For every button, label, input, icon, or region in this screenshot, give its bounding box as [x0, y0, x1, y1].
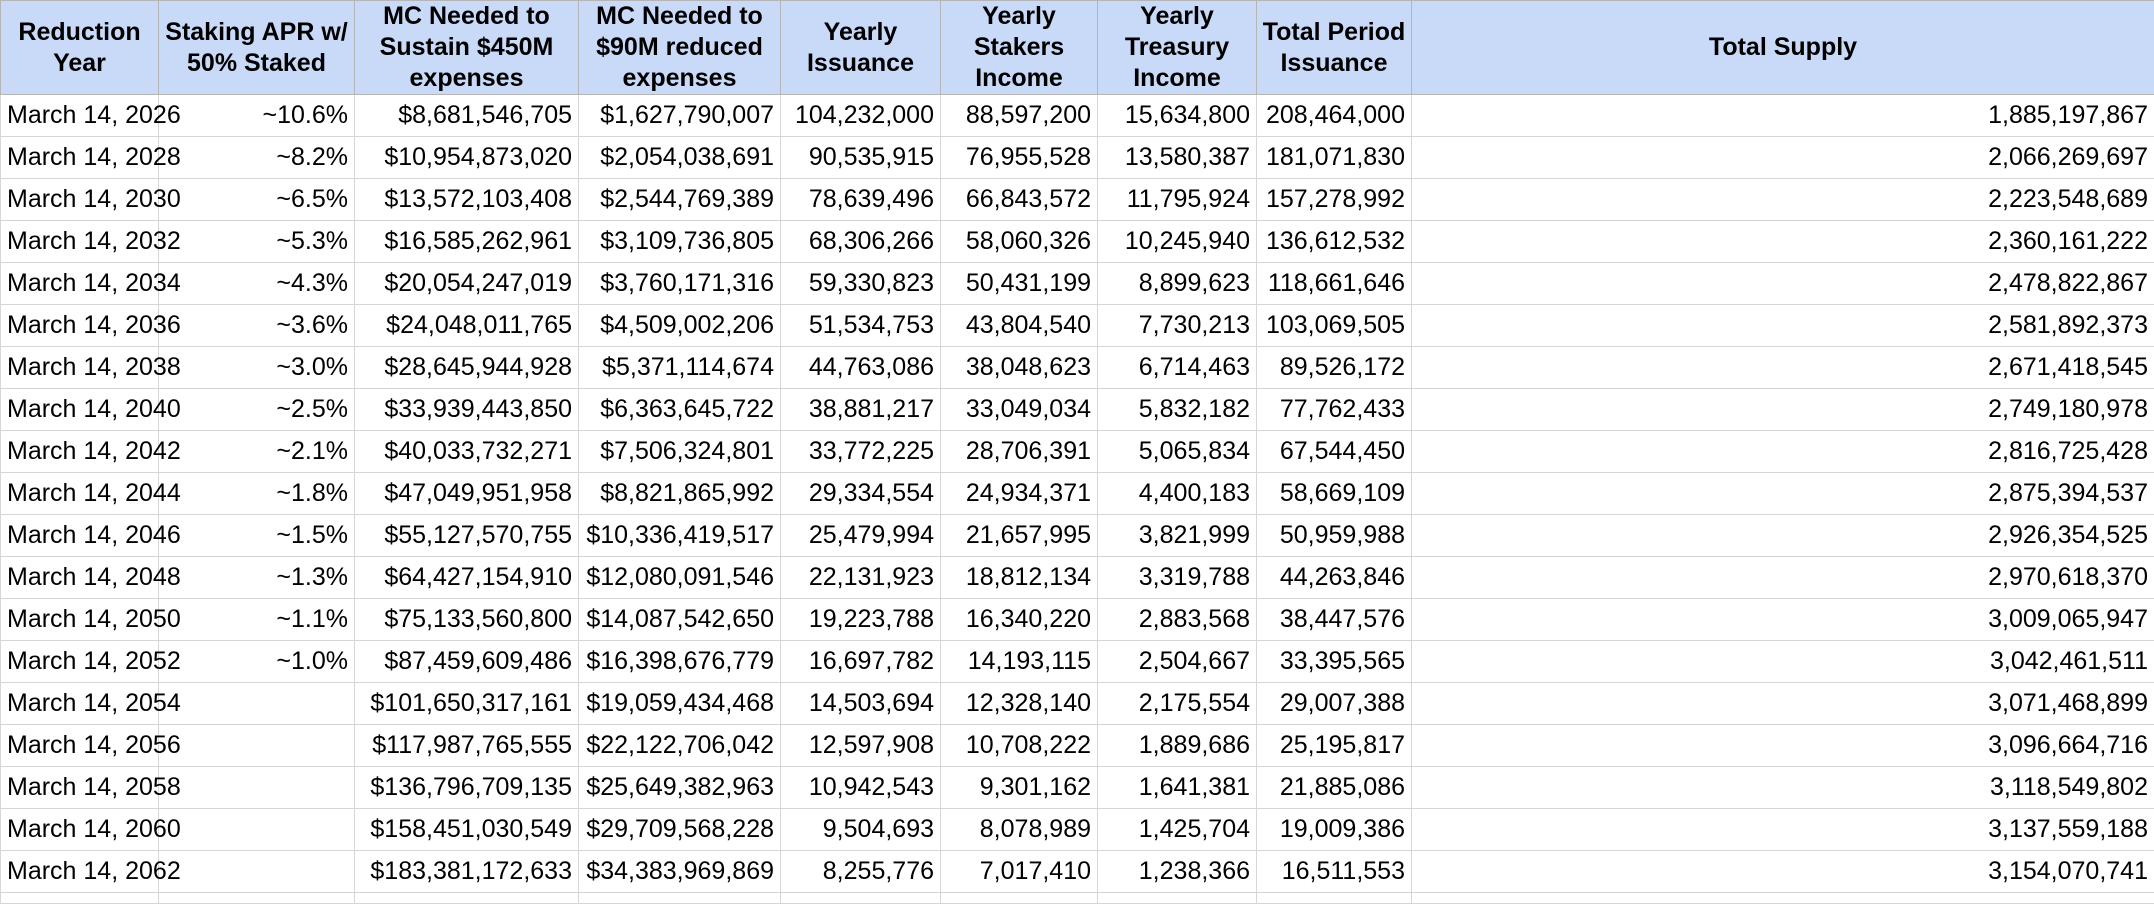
- mc-450m-cell[interactable]: $28,645,944,928: [355, 347, 579, 389]
- yearly-treasury-income-cell[interactable]: 3,821,999: [1098, 515, 1257, 557]
- total-period-issuance-cell[interactable]: 118,661,646: [1257, 263, 1412, 305]
- yearly-stakers-income-cell[interactable]: 28,706,391: [941, 431, 1098, 473]
- mc-90m-cell[interactable]: $3,109,736,805: [579, 221, 781, 263]
- mc-450m-cell[interactable]: $47,049,951,958: [355, 473, 579, 515]
- reduction-year-cell[interactable]: March 14, 2046: [1, 515, 159, 557]
- table-row: [1, 305, 2154, 347]
- total-supply-cell[interactable]: 2,223,548,689: [1412, 179, 2154, 221]
- yearly-treasury-income-cell[interactable]: 1,641,381: [1098, 767, 1257, 809]
- total-supply-cell[interactable]: 2,360,161,222: [1412, 221, 2154, 263]
- yearly-issuance-cell[interactable]: 33,772,225: [781, 431, 941, 473]
- mc-450m-cell[interactable]: $40,033,732,271: [355, 431, 579, 473]
- mc-450m-cell[interactable]: $64,427,154,910: [355, 557, 579, 599]
- yearly-stakers-income-cell[interactable]: 8,078,989: [941, 809, 1098, 851]
- empty-cell[interactable]: [781, 893, 941, 904]
- reduction-year-cell[interactable]: March 14, 2062: [1, 851, 159, 893]
- table-row: [1, 263, 2154, 305]
- total-period-issuance-cell[interactable]: 103,069,505: [1257, 305, 1412, 347]
- reduction-year-cell[interactable]: March 14, 2036: [1, 305, 159, 347]
- staking-apr-cell[interactable]: ~10.6%: [159, 95, 355, 137]
- table-row: [1, 599, 2154, 641]
- total-period-issuance-cell[interactable]: 157,278,992: [1257, 179, 1412, 221]
- mc-450m-cell[interactable]: $20,054,247,019: [355, 263, 579, 305]
- header-total-supply[interactable]: Total Supply: [1412, 1, 2154, 95]
- empty-cell[interactable]: [941, 893, 1098, 904]
- table-row: [1, 809, 2154, 851]
- total-supply-cell[interactable]: 2,749,180,978: [1412, 389, 2154, 431]
- table-row: [1, 725, 2154, 767]
- yearly-treasury-income-cell[interactable]: 7,730,213: [1098, 305, 1257, 347]
- mc-90m-cell[interactable]: $16,398,676,779: [579, 641, 781, 683]
- yearly-treasury-income-cell[interactable]: 8,899,623: [1098, 263, 1257, 305]
- table-row: [1, 431, 2154, 473]
- mc-450m-cell[interactable]: $16,585,262,961: [355, 221, 579, 263]
- mc-450m-cell[interactable]: $87,459,609,486: [355, 641, 579, 683]
- staking-apr-cell[interactable]: ~2.5%: [159, 389, 355, 431]
- header-yearly-stakers-income[interactable]: Yearly Stakers Income: [941, 1, 1098, 95]
- yearly-treasury-income-cell[interactable]: 1,425,704: [1098, 809, 1257, 851]
- mc-450m-cell[interactable]: $55,127,570,755: [355, 515, 579, 557]
- table-row: [1, 473, 2154, 515]
- table-row: [1, 515, 2154, 557]
- mc-450m-cell[interactable]: $8,681,546,705: [355, 95, 579, 137]
- yearly-stakers-income-cell[interactable]: 24,934,371: [941, 473, 1098, 515]
- mc-450m-cell[interactable]: $24,048,011,765: [355, 305, 579, 347]
- staking-apr-cell[interactable]: [159, 809, 355, 851]
- total-supply-cell[interactable]: 3,154,070,741: [1412, 851, 2154, 893]
- header-mc-450m[interactable]: MC Needed to Sustain $450M expenses: [355, 1, 579, 95]
- total-supply-cell[interactable]: 2,581,892,373: [1412, 305, 2154, 347]
- yearly-stakers-income-cell[interactable]: 9,301,162: [941, 767, 1098, 809]
- yearly-treasury-income-cell[interactable]: 15,634,800: [1098, 95, 1257, 137]
- reduction-year-cell[interactable]: March 14, 2058: [1, 767, 159, 809]
- mc-90m-cell[interactable]: $34,383,969,869: [579, 851, 781, 893]
- empty-cell[interactable]: [1098, 893, 1257, 904]
- yearly-stakers-income-cell[interactable]: 66,843,572: [941, 179, 1098, 221]
- yearly-issuance-cell[interactable]: 38,881,217: [781, 389, 941, 431]
- yearly-stakers-income-cell[interactable]: 88,597,200: [941, 95, 1098, 137]
- total-period-issuance-cell[interactable]: 77,762,433: [1257, 389, 1412, 431]
- staking-apr-cell[interactable]: ~8.2%: [159, 137, 355, 179]
- staking-apr-cell[interactable]: ~1.3%: [159, 557, 355, 599]
- yearly-treasury-income-cell[interactable]: 10,245,940: [1098, 221, 1257, 263]
- header-yearly-issuance[interactable]: Yearly Issuance: [781, 1, 941, 95]
- total-period-issuance-cell[interactable]: 29,007,388: [1257, 683, 1412, 725]
- yearly-stakers-income-cell[interactable]: 58,060,326: [941, 221, 1098, 263]
- staking-apr-cell[interactable]: ~1.1%: [159, 599, 355, 641]
- total-period-issuance-cell[interactable]: 21,885,086: [1257, 767, 1412, 809]
- yearly-issuance-cell[interactable]: 9,504,693: [781, 809, 941, 851]
- table-row: [1, 95, 2154, 137]
- total-supply-cell[interactable]: 3,096,664,716: [1412, 725, 2154, 767]
- reduction-year-cell[interactable]: March 14, 2050: [1, 599, 159, 641]
- yearly-issuance-cell[interactable]: 59,330,823: [781, 263, 941, 305]
- empty-cell[interactable]: [1, 893, 159, 904]
- table-row: [1, 557, 2154, 599]
- mc-450m-cell[interactable]: $10,954,873,020: [355, 137, 579, 179]
- mc-90m-cell[interactable]: $22,122,706,042: [579, 725, 781, 767]
- reduction-year-cell[interactable]: March 14, 2054: [1, 683, 159, 725]
- reduction-year-cell[interactable]: March 14, 2034: [1, 263, 159, 305]
- yearly-treasury-income-cell[interactable]: 11,795,924: [1098, 179, 1257, 221]
- header-staking-apr[interactable]: Staking APR w/ 50% Staked: [159, 1, 355, 95]
- mc-90m-cell[interactable]: $8,821,865,992: [579, 473, 781, 515]
- yearly-treasury-income-cell[interactable]: 13,580,387: [1098, 137, 1257, 179]
- staking-apr-cell[interactable]: ~4.3%: [159, 263, 355, 305]
- staking-apr-cell[interactable]: [159, 683, 355, 725]
- mc-450m-cell[interactable]: $158,451,030,549: [355, 809, 579, 851]
- total-period-issuance-cell[interactable]: 136,612,532: [1257, 221, 1412, 263]
- yearly-stakers-income-cell[interactable]: 33,049,034: [941, 389, 1098, 431]
- yearly-stakers-income-cell[interactable]: 10,708,222: [941, 725, 1098, 767]
- total-supply-cell[interactable]: 2,926,354,525: [1412, 515, 2154, 557]
- yearly-treasury-income-cell[interactable]: 5,832,182: [1098, 389, 1257, 431]
- yearly-treasury-income-cell[interactable]: 5,065,834: [1098, 431, 1257, 473]
- table-row: [1, 851, 2154, 893]
- reduction-year-cell[interactable]: March 14, 2048: [1, 557, 159, 599]
- staking-apr-cell[interactable]: ~1.5%: [159, 515, 355, 557]
- reduction-year-cell[interactable]: March 14, 2044: [1, 473, 159, 515]
- staking-apr-cell[interactable]: [159, 767, 355, 809]
- yearly-treasury-income-cell[interactable]: 1,238,366: [1098, 851, 1257, 893]
- total-period-issuance-cell[interactable]: 38,447,576: [1257, 599, 1412, 641]
- mc-90m-cell[interactable]: $4,509,002,206: [579, 305, 781, 347]
- total-period-issuance-cell[interactable]: 33,395,565: [1257, 641, 1412, 683]
- total-supply-cell[interactable]: 2,671,418,545: [1412, 347, 2154, 389]
- yearly-issuance-cell[interactable]: 14,503,694: [781, 683, 941, 725]
- staking-apr-cell[interactable]: ~6.5%: [159, 179, 355, 221]
- table-body: [1, 95, 2154, 904]
- yearly-issuance-cell[interactable]: 29,334,554: [781, 473, 941, 515]
- mc-450m-cell[interactable]: $136,796,709,135: [355, 767, 579, 809]
- empty-cell[interactable]: [579, 893, 781, 904]
- staking-apr-cell[interactable]: ~1.0%: [159, 641, 355, 683]
- mc-90m-cell[interactable]: $14,087,542,650: [579, 599, 781, 641]
- total-supply-cell[interactable]: 3,009,065,947: [1412, 599, 2154, 641]
- total-supply-cell[interactable]: 1,885,197,867: [1412, 95, 2154, 137]
- yearly-treasury-income-cell[interactable]: 2,175,554: [1098, 683, 1257, 725]
- table-row: [1, 179, 2154, 221]
- reduction-year-cell[interactable]: March 14, 2042: [1, 431, 159, 473]
- mc-90m-cell[interactable]: $1,627,790,007: [579, 95, 781, 137]
- mc-90m-cell[interactable]: $12,080,091,546: [579, 557, 781, 599]
- yearly-stakers-income-cell[interactable]: 50,431,199: [941, 263, 1098, 305]
- table-row: [1, 137, 2154, 179]
- total-supply-cell[interactable]: 2,875,394,537: [1412, 473, 2154, 515]
- total-supply-cell[interactable]: 2,478,822,867: [1412, 263, 2154, 305]
- yearly-issuance-cell[interactable]: 25,479,994: [781, 515, 941, 557]
- table-row: [1, 641, 2154, 683]
- yearly-stakers-income-cell[interactable]: 16,340,220: [941, 599, 1098, 641]
- total-supply-cell[interactable]: 3,137,559,188: [1412, 809, 2154, 851]
- yearly-treasury-income-cell[interactable]: 4,400,183: [1098, 473, 1257, 515]
- mc-90m-cell[interactable]: $2,054,038,691: [579, 137, 781, 179]
- empty-cell[interactable]: [355, 893, 579, 904]
- yearly-stakers-income-cell[interactable]: 43,804,540: [941, 305, 1098, 347]
- table-row: [1, 389, 2154, 431]
- staking-apr-cell[interactable]: ~3.6%: [159, 305, 355, 347]
- yearly-issuance-cell[interactable]: 44,763,086: [781, 347, 941, 389]
- yearly-treasury-income-cell[interactable]: 1,889,686: [1098, 725, 1257, 767]
- total-supply-cell[interactable]: 2,066,269,697: [1412, 137, 2154, 179]
- reduction-year-cell[interactable]: March 14, 2032: [1, 221, 159, 263]
- yearly-stakers-income-cell[interactable]: 14,193,115: [941, 641, 1098, 683]
- table-header: [1, 1, 2154, 95]
- yearly-issuance-cell[interactable]: 22,131,923: [781, 557, 941, 599]
- empty-row: [1, 893, 2154, 904]
- reduction-year-cell[interactable]: March 14, 2040: [1, 389, 159, 431]
- total-period-issuance-cell[interactable]: 44,263,846: [1257, 557, 1412, 599]
- mc-450m-cell[interactable]: $33,939,443,850: [355, 389, 579, 431]
- staking-apr-cell[interactable]: ~2.1%: [159, 431, 355, 473]
- mc-90m-cell[interactable]: $29,709,568,228: [579, 809, 781, 851]
- yearly-issuance-cell[interactable]: 16,697,782: [781, 641, 941, 683]
- staking-apr-cell[interactable]: [159, 725, 355, 767]
- yearly-stakers-income-cell[interactable]: 76,955,528: [941, 137, 1098, 179]
- total-supply-cell[interactable]: 2,816,725,428: [1412, 431, 2154, 473]
- table-row: [1, 347, 2154, 389]
- header-row: [1, 1, 2154, 95]
- total-period-issuance-cell[interactable]: 67,544,450: [1257, 431, 1412, 473]
- yearly-issuance-cell[interactable]: 104,232,000: [781, 95, 941, 137]
- yearly-issuance-cell[interactable]: 19,223,788: [781, 599, 941, 641]
- table-row: [1, 767, 2154, 809]
- mc-90m-cell[interactable]: $25,649,382,963: [579, 767, 781, 809]
- total-period-issuance-cell[interactable]: 50,959,988: [1257, 515, 1412, 557]
- reduction-year-cell[interactable]: March 14, 2028: [1, 137, 159, 179]
- header-yearly-treasury-income[interactable]: Yearly Treasury Income: [1098, 1, 1257, 95]
- reduction-year-cell[interactable]: March 14, 2056: [1, 725, 159, 767]
- total-period-issuance-cell[interactable]: 181,071,830: [1257, 137, 1412, 179]
- yearly-issuance-cell[interactable]: 90,535,915: [781, 137, 941, 179]
- total-supply-cell[interactable]: 2,970,618,370: [1412, 557, 2154, 599]
- header-total-period-issuance[interactable]: Total Period Issuance: [1257, 1, 1412, 95]
- yearly-stakers-income-cell[interactable]: 18,812,134: [941, 557, 1098, 599]
- yearly-treasury-income-cell[interactable]: 2,504,667: [1098, 641, 1257, 683]
- yearly-issuance-cell[interactable]: 78,639,496: [781, 179, 941, 221]
- total-period-issuance-cell[interactable]: 89,526,172: [1257, 347, 1412, 389]
- total-period-issuance-cell[interactable]: 19,009,386: [1257, 809, 1412, 851]
- total-period-issuance-cell[interactable]: 58,669,109: [1257, 473, 1412, 515]
- yearly-treasury-income-cell[interactable]: 2,883,568: [1098, 599, 1257, 641]
- yearly-issuance-cell[interactable]: 10,942,543: [781, 767, 941, 809]
- staking-apr-cell[interactable]: ~1.8%: [159, 473, 355, 515]
- empty-cell[interactable]: [159, 893, 355, 904]
- total-period-issuance-cell[interactable]: 16,511,553: [1257, 851, 1412, 893]
- empty-cell[interactable]: [1412, 893, 2154, 904]
- yearly-issuance-cell[interactable]: 12,597,908: [781, 725, 941, 767]
- reduction-year-cell[interactable]: March 14, 2026: [1, 95, 159, 137]
- yearly-treasury-income-cell[interactable]: 6,714,463: [1098, 347, 1257, 389]
- yearly-issuance-cell[interactable]: 8,255,776: [781, 851, 941, 893]
- total-period-issuance-cell[interactable]: 25,195,817: [1257, 725, 1412, 767]
- mc-450m-cell[interactable]: $75,133,560,800: [355, 599, 579, 641]
- reduction-year-cell[interactable]: March 14, 2038: [1, 347, 159, 389]
- total-period-issuance-cell[interactable]: 208,464,000: [1257, 95, 1412, 137]
- yearly-stakers-income-cell[interactable]: 38,048,623: [941, 347, 1098, 389]
- reduction-year-cell[interactable]: March 14, 2060: [1, 809, 159, 851]
- mc-90m-cell[interactable]: $19,059,434,468: [579, 683, 781, 725]
- yearly-stakers-income-cell[interactable]: 12,328,140: [941, 683, 1098, 725]
- table-row: [1, 683, 2154, 725]
- mc-450m-cell[interactable]: $13,572,103,408: [355, 179, 579, 221]
- reduction-year-cell[interactable]: March 14, 2052: [1, 641, 159, 683]
- yearly-issuance-cell[interactable]: 51,534,753: [781, 305, 941, 347]
- mc-90m-cell[interactable]: $3,760,171,316: [579, 263, 781, 305]
- yearly-treasury-income-cell[interactable]: 3,319,788: [1098, 557, 1257, 599]
- mc-90m-cell[interactable]: $10,336,419,517: [579, 515, 781, 557]
- table-row: [1, 221, 2154, 263]
- reduction-year-cell[interactable]: March 14, 2030: [1, 179, 159, 221]
- total-supply-cell[interactable]: 3,071,468,899: [1412, 683, 2154, 725]
- total-supply-cell[interactable]: 3,118,549,802: [1412, 767, 2154, 809]
- mc-90m-cell[interactable]: $6,363,645,722: [579, 389, 781, 431]
- mc-450m-cell[interactable]: $183,381,172,633: [355, 851, 579, 893]
- yearly-issuance-cell[interactable]: 68,306,266: [781, 221, 941, 263]
- total-supply-cell[interactable]: 3,042,461,511: [1412, 641, 2154, 683]
- mc-90m-cell[interactable]: $5,371,114,674: [579, 347, 781, 389]
- header-reduction-year[interactable]: Reduction Year: [1, 1, 159, 95]
- staking-apr-cell[interactable]: ~5.3%: [159, 221, 355, 263]
- yearly-stakers-income-cell[interactable]: 7,017,410: [941, 851, 1098, 893]
- yearly-stakers-income-cell[interactable]: 21,657,995: [941, 515, 1098, 557]
- staking-apr-cell[interactable]: ~3.0%: [159, 347, 355, 389]
- mc-90m-cell[interactable]: $7,506,324,801: [579, 431, 781, 473]
- staking-apr-cell[interactable]: [159, 851, 355, 893]
- mc-450m-cell[interactable]: $101,650,317,161: [355, 683, 579, 725]
- mc-450m-cell[interactable]: $117,987,765,555: [355, 725, 579, 767]
- mc-90m-cell[interactable]: $2,544,769,389: [579, 179, 781, 221]
- empty-cell[interactable]: [1257, 893, 1412, 904]
- header-mc-90m[interactable]: MC Needed to $90M reduced expenses: [579, 1, 781, 95]
